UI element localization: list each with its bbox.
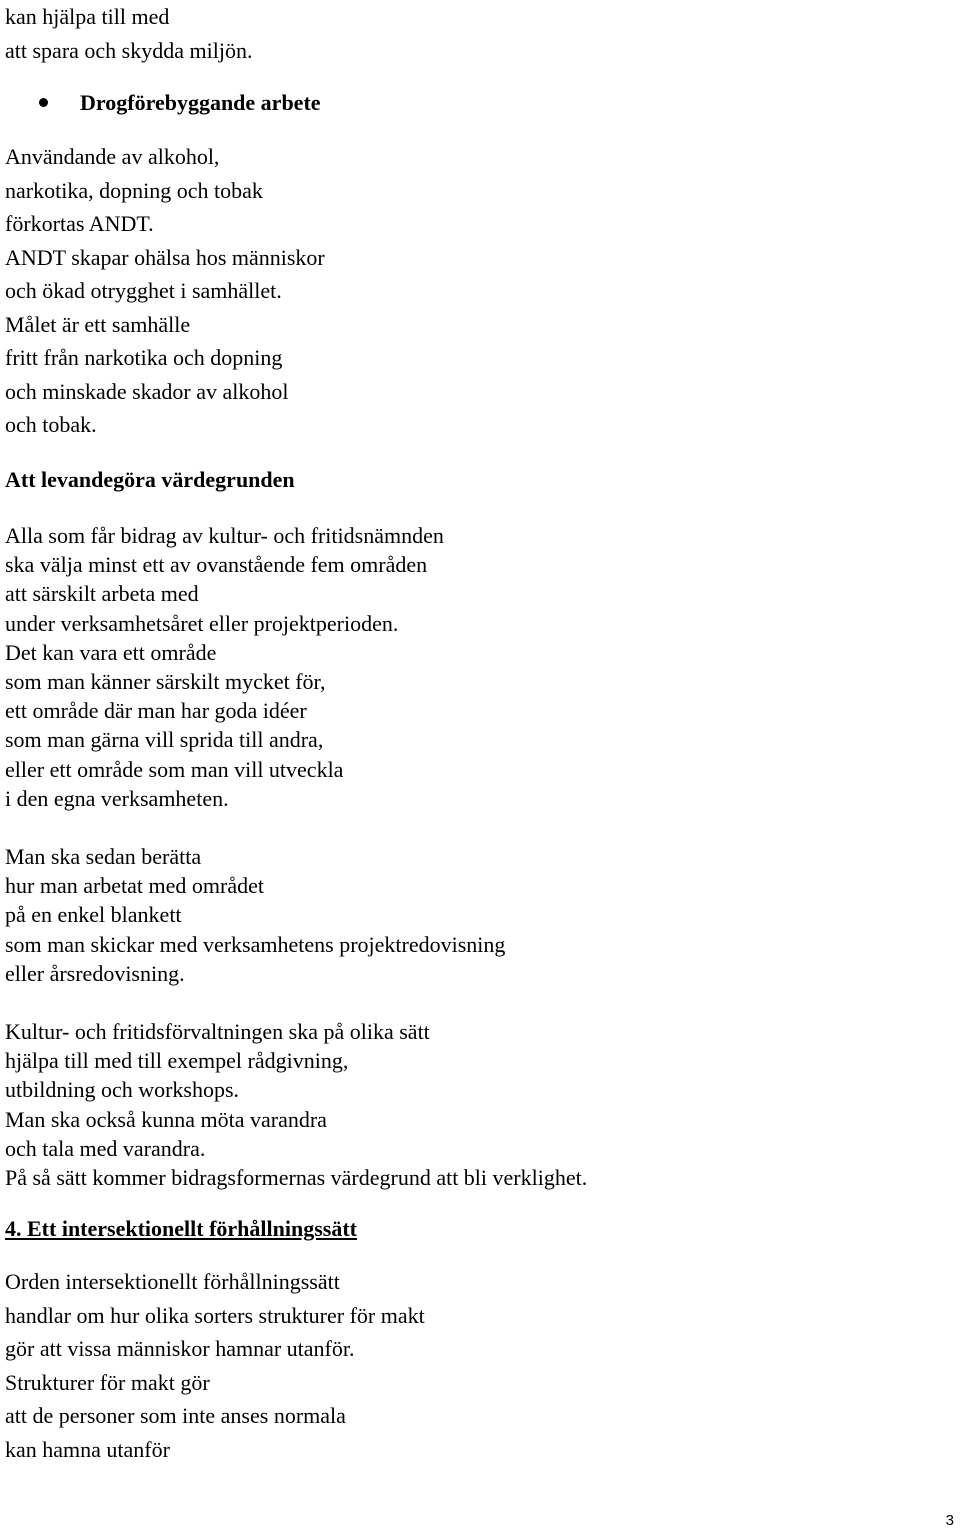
report-line: som man skickar med verksamhetens projektredovisning bbox=[5, 931, 506, 957]
values-line: som man gärna vill sprida till andra, bbox=[5, 727, 324, 753]
report-line: Man ska sedan berätta bbox=[5, 844, 202, 869]
values-line: Det kan vara ett område bbox=[5, 639, 217, 665]
support-line: hjälpa till med till exempel rådgivning, bbox=[5, 1048, 349, 1074]
values-line: ska välja minst ett av ovanstående fem områden bbox=[5, 552, 428, 578]
values-heading: Att levandegöra värdegrunden bbox=[5, 467, 295, 492]
page-number: 3 bbox=[945, 1512, 954, 1529]
andt-line: narkotika, dopning och tobak bbox=[5, 177, 263, 203]
andt-line: ANDT skapar ohälsa hos människor bbox=[5, 244, 325, 270]
values-line: ett område där man har goda idéer bbox=[5, 698, 307, 724]
values-paragraph bbox=[5, 521, 444, 813]
support-line: Man ska också kunna möta varandra bbox=[5, 1106, 327, 1132]
bullet-heading-text: Drogförebyggande arbete bbox=[80, 90, 321, 115]
values-line: i den egna verksamheten. bbox=[5, 785, 229, 811]
support-paragraph bbox=[5, 1017, 587, 1192]
andt-line: och tobak. bbox=[5, 412, 97, 437]
section-4-line: kan hamna utanför bbox=[5, 1436, 170, 1462]
section-4-heading: 4. Ett intersektionellt förhållningssätt bbox=[5, 1216, 357, 1241]
report-paragraph bbox=[5, 842, 505, 988]
andt-paragraph bbox=[5, 140, 325, 442]
andt-line: fritt från narkotika och dopning bbox=[5, 345, 283, 370]
section-4-paragraph bbox=[5, 1265, 425, 1467]
report-line: eller årsredovisning. bbox=[5, 960, 185, 986]
section-4-line: handlar om hur olika sorters strukturer för makt bbox=[5, 1302, 425, 1328]
section-4-line: Orden intersektionellt förhållningssätt bbox=[5, 1269, 340, 1294]
support-line: Kultur- och fritidsförvaltningen ska på olika sätt bbox=[5, 1019, 430, 1044]
andt-line: Användande av alkohol, bbox=[5, 144, 220, 169]
andt-line: förkortas ANDT. bbox=[5, 211, 154, 236]
report-line: hur man arbetat med området bbox=[5, 873, 265, 899]
values-line: att särskilt arbeta med bbox=[5, 581, 199, 607]
support-line: utbildning och workshops. bbox=[5, 1077, 240, 1103]
report-line: på en enkel blankett bbox=[5, 902, 182, 928]
andt-line: och ökad otrygghet i samhället. bbox=[5, 278, 282, 303]
values-line: Alla som får bidrag av kultur- och fritidsnämnden bbox=[5, 523, 444, 548]
section-4-line: att de personer som inte anses normala bbox=[5, 1403, 346, 1429]
values-line: under verksamhetsåret eller projektperioden. bbox=[5, 610, 399, 636]
intro-line: att spara och skydda miljön. bbox=[5, 37, 253, 63]
bullet-heading bbox=[42, 86, 321, 119]
values-line: eller ett område som man vill utveckla bbox=[5, 756, 344, 782]
section-4-line: Strukturer för makt gör bbox=[5, 1369, 210, 1395]
intro-paragraph bbox=[5, 0, 252, 67]
support-line: På så sätt kommer bidragsformernas värdegrund att bli verklighet. bbox=[5, 1165, 588, 1191]
andt-line: Målet är ett samhälle bbox=[5, 311, 191, 337]
support-line: och tala med varandra. bbox=[5, 1135, 206, 1161]
intro-line: kan hjälpa till med bbox=[5, 4, 170, 29]
section-4-line: gör att vissa människor hamnar utanför. bbox=[5, 1336, 355, 1362]
andt-line: och minskade skador av alkohol bbox=[5, 378, 289, 404]
values-line: som man känner särskilt mycket för, bbox=[5, 669, 326, 695]
